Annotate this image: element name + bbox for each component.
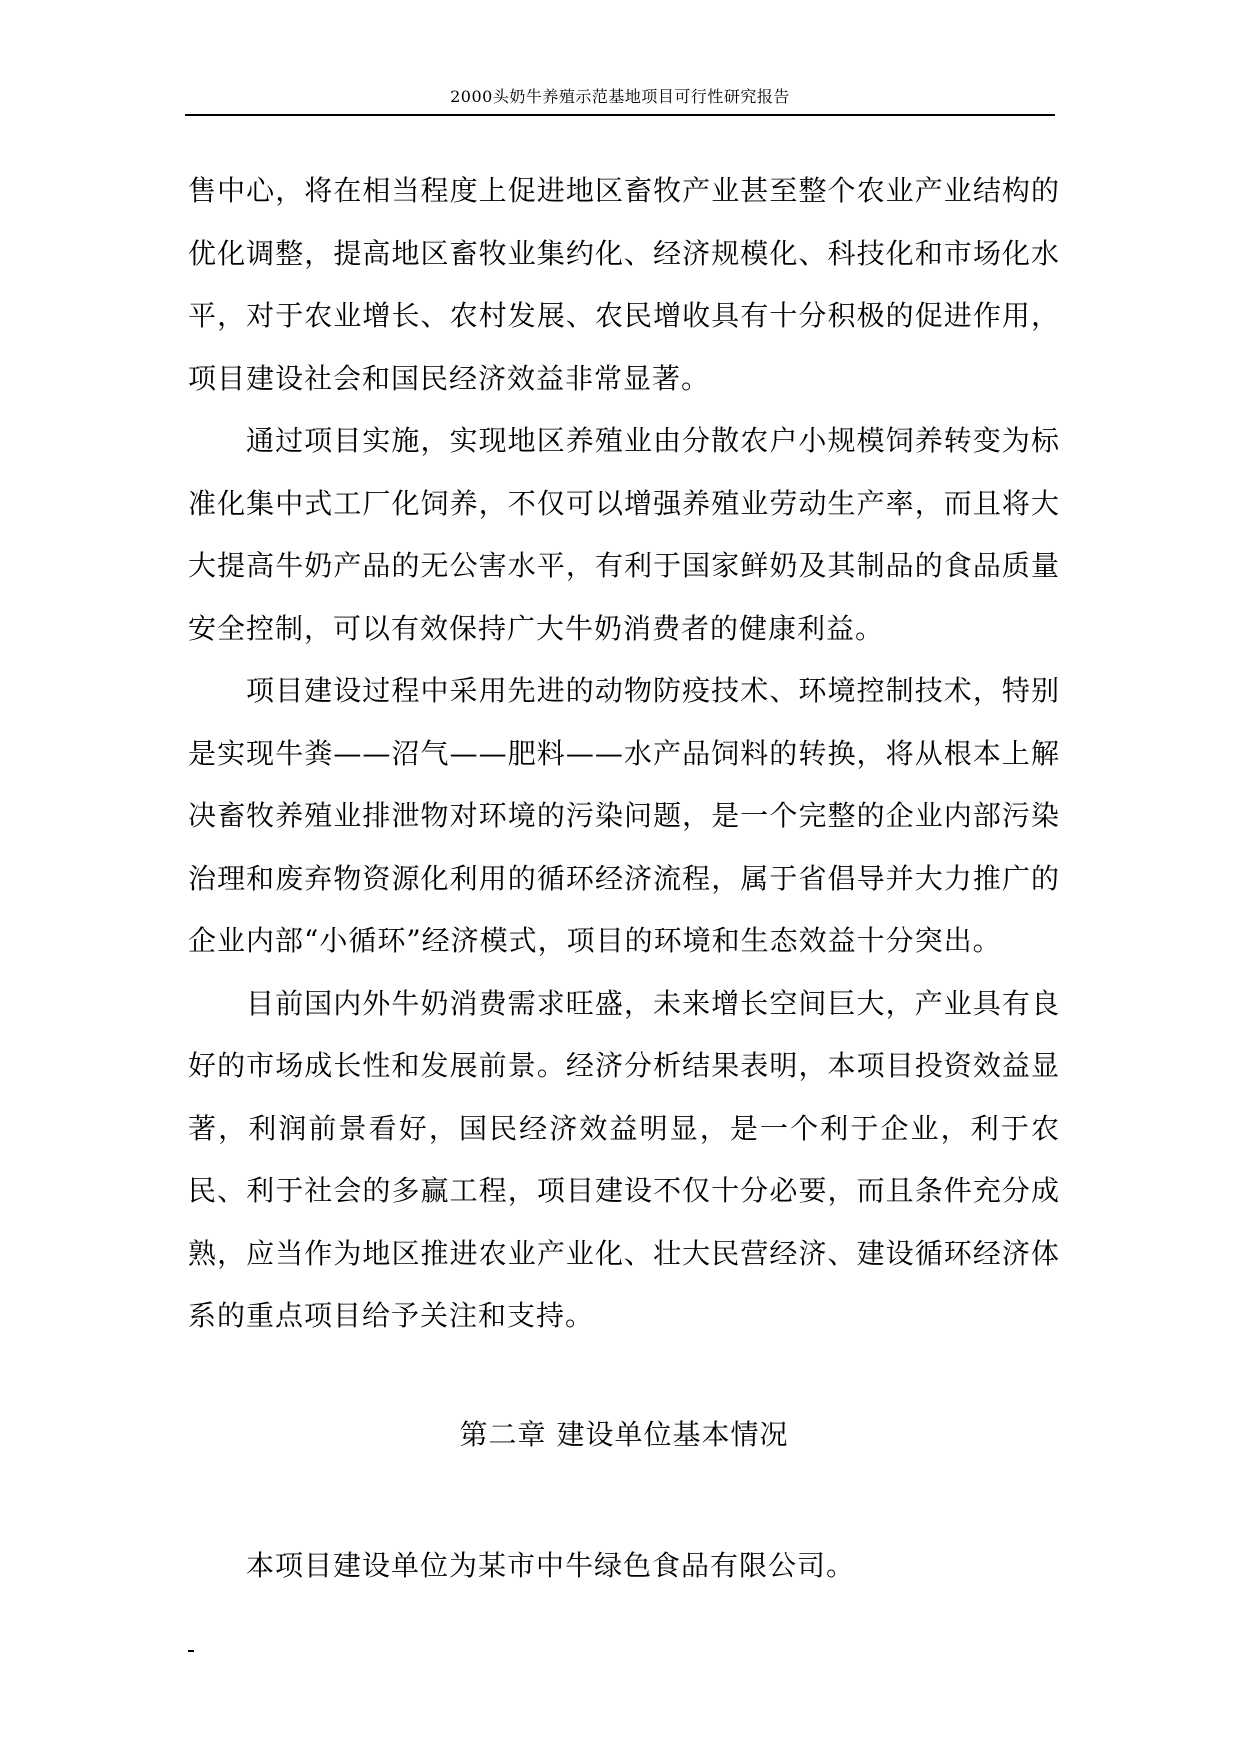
body-text — [188, 160, 1060, 1348]
paragraph-project-implementation: 通过项目实施，实现地区养殖业由分散农户小规模饲养转变为标准化集中式工厂化饲养，不仅可以增强养殖业劳动生产率，而且将大大提高牛奶产品的无公害水平，有利于国家鲜奶及其制品的食品质量安全控制，可以有效保持广大牛奶消费者的健康利益。 — [188, 424, 1060, 645]
paragraph-construction-unit: 本项目建设单位为某市中牛绿色食品有限公司。 — [246, 1549, 856, 1582]
chapter-heading: 第二章 建设单位基本情况 — [459, 1418, 789, 1451]
paragraph-market-outlook: 目前国内外牛奶消费需求旺盛，未来增长空间巨大，产业具有良好的市场成长性和发展前景。经济分析结果表明，本项目投资效益显著，利润前景看好，国民经济效益明显，是一个利于企业，利于农民、利于社会的多赢工程，项目建设不仅十分必要，而且条件充分成熟，应当作为地区推进农业产业化、壮大民营经济、建设循环经济体系的重点项目给予关注和支持。 — [188, 986, 1060, 1332]
paragraph-environment-technology: 项目建设过程中采用先进的动物防疫技术、环境控制技术，特别是实现牛粪——沼气——肥料——水产品饲料的转换，将从根本上解决畜牧养殖业排泄物对环境的污染问题，是一个完整的企业内部污染治理和废弃物资源化利用的循环经济流程，属于省倡导并大力推广的企业内部“小循环”经济模式，项目的环境和生态效益十分突出。 — [188, 674, 1060, 957]
footer-mark — [188, 1650, 194, 1652]
page-header — [185, 86, 1055, 116]
report-title: 2000头奶牛养殖示范基地项目可行性研究报告 — [450, 87, 790, 106]
paragraph-continued: 售中心，将在相当程度上促进地区畜牧产业甚至整个农业产业结构的优化调整，提高地区畜牧业集约化、经济规模化、科技化和市场化水平，对于农业增长、农村发展、农民增收具有十分积极的促进作用，项目建设社会和国民经济效益非常显著。 — [188, 174, 1060, 395]
